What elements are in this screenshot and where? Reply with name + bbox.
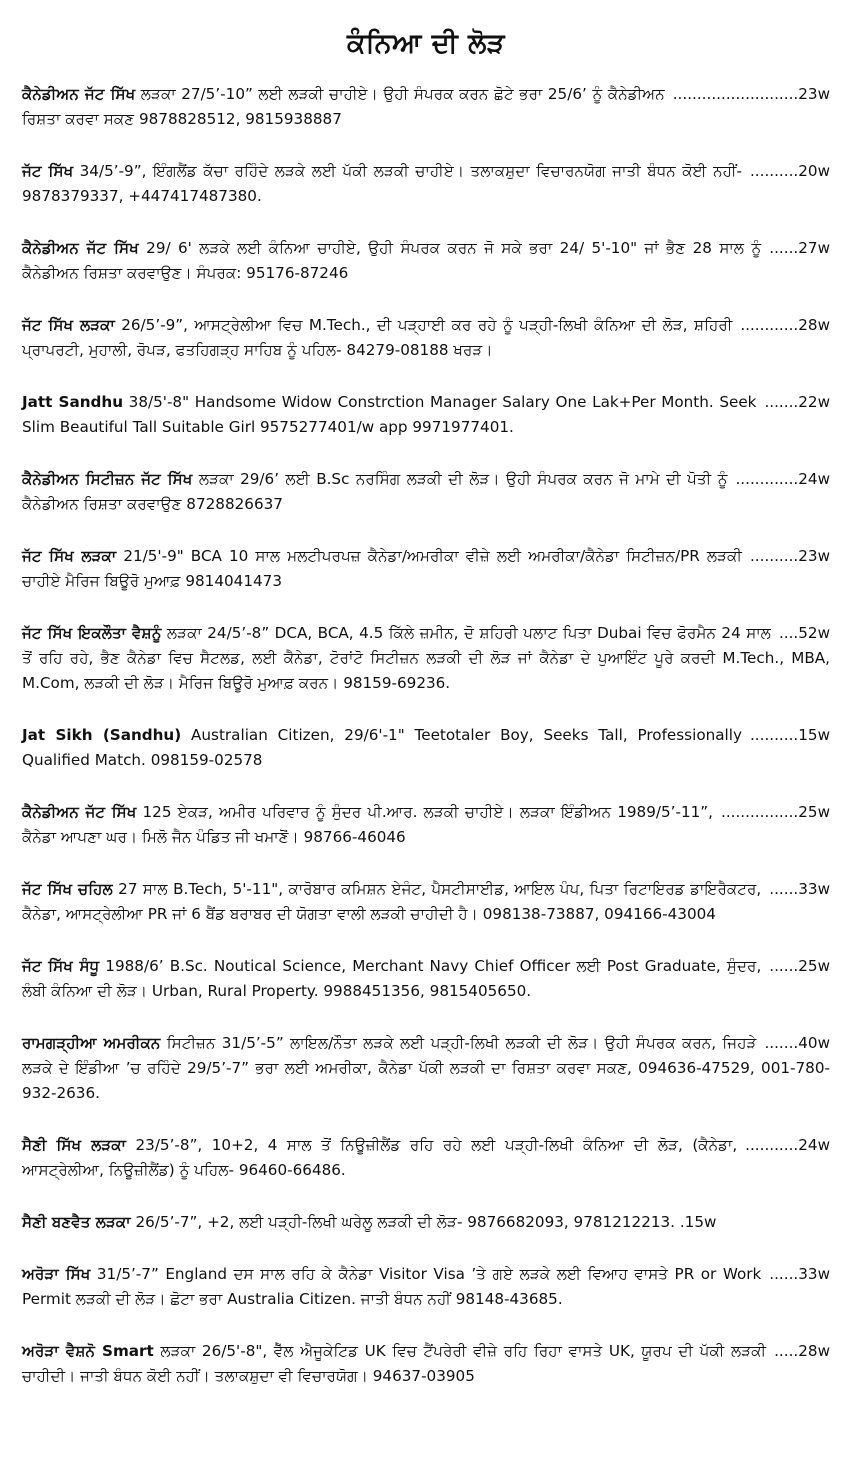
ad-word-count: ............28w: [740, 316, 830, 334]
ad-word-count: .............24w: [735, 470, 830, 488]
ad-heading: ਜੱਟ ਸਿੱਖ ਲੜਕਾ: [22, 547, 117, 565]
ad-entry: [22, 1031, 830, 1106]
ad-entry: [22, 1210, 830, 1235]
ad-body: 27 ਸਾਲ B.Tech, 5'-11", ਕਾਰੋਬਾਰ ਕਮਿਸ਼ਨ ਏਜੰਟ, ਪੈਸਟੀਸਾਈਡ, ਆਇਲ ਪੰਪ, ਪਿਤਾ ਰਿਟਾਇਰਡ ਡਾਇਰੈਕਟਰ, ਕੈਨੇਡਾ, ਆਸਟ੍ਰੇਲੀਆ PR ਜਾਂ 6 ਬੈਂਡ ਬਰਾਬਰ ਦੀ ਯੋਗਤਾ ਵਾਲੀ ਲੜਕੀ ਚਾਹੀਦੀ ਹੈ। 098138-73887, 094166-43004: [22, 880, 762, 923]
ad-word-count: ..........20w: [749, 162, 830, 180]
ad-entry: [22, 621, 830, 696]
ad-body: Australian Citizen, 29/6'-1" Teetotaler Boy, Seeks Tall, Professionally Qualified Match. 098159-02578: [22, 726, 742, 769]
ad-word-count: .......40w: [764, 1034, 830, 1052]
ad-entry: [22, 800, 830, 850]
ad-entry: [22, 877, 830, 927]
ad-word-count: ......33w: [769, 880, 830, 898]
ad-entry: [22, 159, 830, 209]
ad-body: ਲੜਕਾ 24/5’-8” DCA, BCA, 4.5 ਕਿੱਲੇ ਜ਼ਮੀਨ, ਦੋ ਸ਼ਹਿਰੀ ਪਲਾਟ ਪਿਤਾ Dubai ਵਿਚ ਫੋਰਮੈਨ 24 ਸਾਲ ਤੋਂ ਰਹਿ ਰਹੇ, ਭੈਣ ਕੈਨੇਡਾ ਵਿਚ ਸੈਟਲਡ, ਲਈ ਕੈਨੇਡਾ, ਟੋਰਾਂਟੋ ਸਿਟੀਜ਼ਨ ਲੜਕੀ ਦੀ ਲੋੜ ਜਾਂ ਕੈਨੇਡਾ ਦੇ ਪੁਆਇੰਟ ਪੂਰੇ ਕਰਦੀ M.Tech., MBA, M.Com, ਲੜਕੀ ਦੀ ਲੋੜ। ਮੈਰਿਜ ਬਿਊਰੋ ਮੁਆਫ਼ ਕਰਨ। 98159-69236.: [22, 624, 830, 692]
ad-body: ਲੜਕਾ 29/6’ ਲਈ B.Sc ਨਰਸਿੰਗ ਲੜਕੀ ਦੀ ਲੋੜ। ਉਹੀ ਸੰਪਰਕ ਕਰਨ ਜੋ ਮਾਮੇ ਦੀ ਪੋਤੀ ਨੂੰ ਕੈਨੇਡੀਅਨ ਰਿਸ਼ਤਾ ਕਰਵਾਉਣ 8728826637: [22, 470, 728, 513]
ad-entry: [22, 1262, 830, 1312]
ad-word-count: ..........23w: [749, 547, 830, 565]
ad-body: 29/ 6' ਲੜਕੇ ਲਈ ਕੰਨਿਆ ਚਾਹੀਏ, ਉਹੀ ਸੰਪਰਕ ਕਰਨ ਜੋ ਸਕੇ ਭਰਾ 24/ 5'-10" ਜਾਂ ਭੈਣ 28 ਸਾਲ ਨੂੰ ਕੈਨੇਡੀਅਨ ਰਿਸ਼ਤਾ ਕਰਵਾਉਣ। ਸੰਪਰਕ: 95176-87246: [22, 239, 762, 282]
ad-word-count: ....52w: [778, 624, 830, 642]
ad-body: ਲੜਕਾ 27/5’-10” ਲਈ ਲੜਕੀ ਚਾਹੀਏ। ਉਹੀ ਸੰਪਰਕ ਕਰਨ ਛੋਟੇ ਭਰਾ 25/6’ ਨੂੰ ਕੈਨੇਡੀਅਨ ਰਿਸ਼ਤਾ ਕਰਵਾ ਸਕਣ 9878828512, 9815938887: [22, 85, 665, 128]
ad-heading: ਜੱਟ ਸਿੱਖ ਲੜਕਾ: [22, 316, 115, 334]
ad-body: 23/5’-8”, 10+2, 4 ਸਾਲ ਤੋਂ ਨਿਊਜ਼ੀਲੈਂਡ ਰਹਿ ਰਹੇ ਲਈ ਪੜ੍ਹੀ-ਲਿਖੀ ਕੰਨਿਆ ਦੀ ਲੋੜ, (ਕੈਨੇਡਾ, ਆਸਟ੍ਰੇਲੀਆ, ਨਿਊਜ਼ੀਲੈਂਡ) ਨੂੰ ਪਹਿਲ- 96460-66486.: [22, 1136, 738, 1179]
ad-body: ਲੜਕਾ 26/5'-8", ਵੈੱਲ ਐਜੂਕੇਟਿਡ UK ਵਿਚ ਟੈਂਪਰੇਰੀ ਵੀਜ਼ੇ ਰਹਿ ਰਿਹਾ ਵਾਸਤੇ UK, ਯੂਰਪ ਦੀ ਪੱਕੀ ਲੜਕੀ ਚਾਹੀਦੀ। ਜਾਤੀ ਬੰਧਨ ਕੋਈ ਨਹੀਂ। ਤਲਾਕਸ਼ੁਦਾ ਵੀ ਵਿਚਾਰਯੋਗ। 94637-03905: [22, 1342, 767, 1385]
ad-heading: ਅਰੋੜਾ ਵੈਸ਼ਨੋ Smart: [22, 1342, 154, 1360]
ad-word-count: ......33w: [769, 1265, 830, 1283]
ad-entry: [22, 1339, 830, 1389]
ad-heading: ਸੈਣੀ ਬਣਵੈਤ ਲੜਕਾ: [22, 1213, 131, 1231]
ad-body: 31/5’-7” England ਦਸ ਸਾਲ ਰਹਿ ਕੇ ਕੈਨੇਡਾ Visitor Visa ’ਤੇ ਗਏ ਲੜਕੇ ਲਈ ਵਿਆਹ ਵਾਸਤੇ PR or Work Permit ਲੜਕੀ ਦੀ ਲੋੜ। ਛੋਟਾ ਭਰਾ Australia Citizen. ਜਾਤੀ ਬੰਧਨ ਨਹੀਂ 98148-43685.: [22, 1265, 762, 1308]
ad-heading: ਰਾਮਗੜ੍ਹੀਆ ਅਮਰੀਕਨ: [22, 1034, 161, 1052]
ad-body: ਸਿਟੀਜ਼ਨ 31/5’-5” ਲਾਇਲ/ਨੌਤਾ ਲੜਕੇ ਲਈ ਪੜ੍ਹੀ-ਲਿਖੀ ਲੜਕੀ ਦੀ ਲੋੜ। ਉਹੀ ਸੰਪਰਕ ਕਰਨ, ਜਿਹੜੇ ਲੜਕੇ ਦੇ ਇੰਡੀਆ ’ਚ ਰਹਿੰਦੇ 29/5’-7” ਭਰਾ ਲਈ ਅਮਰੀਕਾ, ਕੈਨੇਡਾ ਪੱਕੀ ਲੜਕੀ ਦਾ ਰਿਸ਼ਤਾ ਕਰਵਾ ਸਕਣ, 094636-47529, 001-780-932-2636.: [22, 1034, 830, 1102]
ad-entry: [22, 1133, 830, 1183]
ad-heading: ਕੈਨੇਡੀਅਨ ਸਿਟੀਜ਼ਨ ਜੱਟ ਸਿੱਖ: [22, 470, 193, 488]
ad-heading: Jat Sikh (Sandhu): [22, 726, 182, 744]
ad-heading: ਅਰੋੜਾ ਸਿੱਖ: [22, 1265, 91, 1283]
ad-body: 1988/6’ B.Sc. Noutical Science, Merchant Navy Chief Officer ਲਈ Post Graduate, ਸੁੰਦਰ, ਲੰਬੀ ਕੰਨਿਆ ਦੀ ਲੋੜ। Urban, Rural Property. 9988451356, 9815405650.: [22, 957, 762, 1000]
ad-heading: ਜੱਟ ਸਿੱਖ ਇਕਲੌਤਾ ਵੈਸ਼ਨੂੰ: [22, 624, 162, 642]
ad-word-count: ..........................23w: [672, 85, 830, 103]
ad-heading: ਜੱਟ ਸਿੱਖ: [22, 162, 74, 180]
ad-body: 21/5'-9" BCA 10 ਸਾਲ ਮਲਟੀਪਰਪਜ਼ ਕੈਨੇਡਾ/ਅਮਰੀਕਾ ਵੀਜ਼ੇ ਲਈ ਅਮਰੀਕਾ/ਕੈਨੇਡਾ ਸਿਟੀਜ਼ਨ/PR ਲੜਕੀ ਚਾਹੀਏ ਮੈਰਿਜ ਬਿਊਰੋ ਮੁਆਫ਼ 9814041473: [22, 547, 742, 590]
ad-entry: [22, 954, 830, 1004]
ad-entry: [22, 723, 830, 773]
ad-entry: [22, 467, 830, 517]
ad-word-count: ......25w: [769, 957, 830, 975]
ad-word-count: ...........24w: [745, 1136, 830, 1154]
ad-body: 26/5’-7”, +2, ਲਈ ਪੜ੍ਹੀ-ਲਿਖੀ ਘਰੇਲੂ ਲੜਕੀ ਦੀ ਲੋੜ- 9876682093, 9781212213. .15w: [130, 1213, 717, 1231]
ad-entry: [22, 82, 830, 132]
ad-body: 125 ਏਕੜ, ਅਮੀਰ ਪਰਿਵਾਰ ਨੂੰ ਸੁੰਦਰ ਪੀ.ਆਰ. ਲੜਕੀ ਚਾਹੀਏ। ਲੜਕਾ ਇੰਡੀਅਨ 1989/5’-11”, ਕੈਨੇਡਾ ਆਪਣਾ ਘਰ। ਮਿਲੋ ਜੈਨ ਪੰਡਿਤ ਜੀ ਖਮਾਣੋਂ। 98766-46046: [22, 803, 713, 846]
ad-heading: Jatt Sandhu: [22, 393, 124, 411]
ad-entry: [22, 390, 830, 440]
ad-heading: ਕੈਨੇਡੀਅਨ ਜੱਟ ਸਿੱਖ: [22, 239, 139, 257]
ad-heading: ਜੱਟ ਸਿੱਖ ਸੰਧੂ: [22, 957, 100, 975]
ad-entry: [22, 313, 830, 363]
ad-body: 38/5'-8" Handsome Widow Constrction Manager Salary One Lak+Per Month. Seek Slim Beautiful Tall Suitable Girl 9575277401/w app 9971977401.: [22, 393, 757, 436]
ad-body: 34/5’-9”, ਇੰਗਲੈਂਡ ਕੱਚਾ ਰਹਿੰਦੇ ਲੜਕੇ ਲਈ ਪੱਕੀ ਲੜਕੀ ਚਾਹੀਏ। ਤਲਾਕਸ਼ੁਦਾ ਵਿਚਾਰਨਯੋਗ ਜਾਤੀ ਬੰਧਨ ਕੋਈ ਨਹੀਂ- 9878379337, +447417487380.: [22, 162, 742, 205]
ad-word-count: .......22w: [764, 393, 830, 411]
ad-body: 26/5’-9”, ਆਸਟ੍ਰੇਲੀਆ ਵਿਚ M.Tech., ਦੀ ਪੜ੍ਹਾਈ ਕਰ ਰਹੇ ਨੂੰ ਪੜ੍ਹੀ-ਲਿਖੀ ਕੰਨਿਆ ਦੀ ਲੋੜ, ਸ਼ਹਿਰੀ ਪ੍ਰਾਪਰਟੀ, ਮੁਹਾਲੀ, ਰੋਪੜ, ਫਤਹਿਗੜ੍ਹ ਸਾਹਿਬ ਨੂੰ ਪਹਿਲ- 84279-08188 ਖਰੜ।: [22, 316, 733, 359]
ad-word-count: ..........15w: [749, 726, 830, 744]
ad-entry: [22, 544, 830, 594]
ad-word-count: ......27w: [769, 239, 830, 257]
ad-word-count: ................25w: [721, 803, 830, 821]
ad-entry: [22, 236, 830, 286]
ad-heading: ਸੈਣੀ ਸਿੱਖ ਲੜਕਾ: [22, 1136, 126, 1154]
ad-heading: ਕੈਨੇਡੀਅਨ ਜੱਟ ਸਿੱਖ: [22, 85, 136, 103]
page-title: ਕੰਨਿਆ ਦੀ ਲੋੜ: [346, 28, 506, 59]
ad-heading: ਜੱਟ ਸਿੱਖ ਚਹਿਲ: [22, 880, 113, 898]
ad-word-count: .....28w: [774, 1342, 830, 1360]
ad-list: [22, 82, 830, 1389]
ad-heading: ਕੈਨੇਡੀਅਨ ਜੱਟ ਸਿੱਖ: [22, 803, 137, 821]
